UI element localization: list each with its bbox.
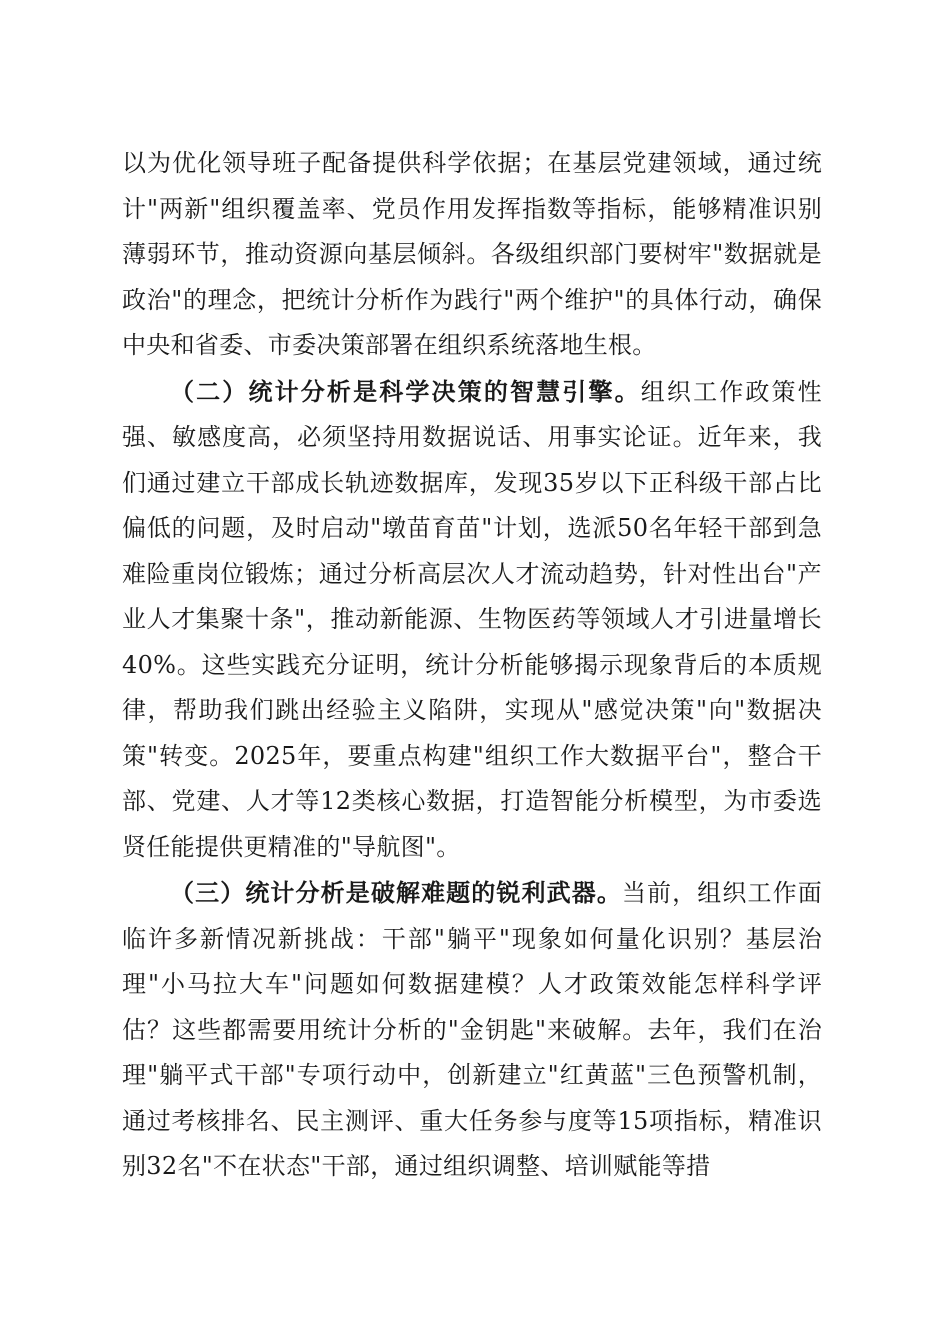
paragraph-2-heading: （二）统计分析是科学决策的智慧引擎。 <box>170 376 641 406</box>
paragraph-1-text: 以为优化领导班子配备提供科学依据；在基层党建领域，通过统计"两新"组织覆盖率、党员作用发挥指数等指标，能够精准识别薄弱环节，推动资源向基层倾斜。各级组织部门要树牢"数据就是政治"的理念，把统计分析作为践行"两个维护"的具体行动，确保中央和省委、市委决策部署在组织系统落地生根。 <box>122 149 822 359</box>
paragraph-2 <box>122 369 822 871</box>
document-body <box>122 140 822 1190</box>
paragraph-1 <box>122 140 822 369</box>
paragraph-3-heading: （三）统计分析是破解难题的锐利武器。 <box>170 878 622 907</box>
paragraph-3 <box>122 870 822 1190</box>
paragraph-3-text: 当前，组织工作面临许多新情况新挑战：干部"躺平"现象如何量化识别？基层治理"小马拉大车"问题如何数据建模？人才政策效能怎样科学评估？这些都需要用统计分析的"金钥匙"来破解。去年，我们在治理"躺平式干部"专项行动中，创新建立"红黄蓝"三色预警机制，通过考核排名、民主测评、重大任务参与度等15项指标，精准识别32名"不在状态"干部，通过组织调整、培训赋能等措 <box>122 879 822 1180</box>
paragraph-2-text: 组织工作政策性强、敏感度高，必须坚持用数据说话、用事实论证。近年来，我们通过建立干部成长轨迹数据库，发现35岁以下正科级干部占比偏低的问题，及时启动"墩苗育苗"计划，选派50名年轻干部到急难险重岗位锻炼；通过分析高层次人才流动趋势，针对性出台"产业人才集聚十条"，推动新能源、生物医药等领域人才引进量增长40%。这些实践充分证明，统计分析能够揭示现象背后的本质规律，帮助我们跳出经验主义陷阱，实现从"感觉决策"向"数据决策"转变。2025年，要重点构建"组织工作大数据平台"，整合干部、党建、人才等12类核心数据，打造智能分析模型，为市委选贤任能提供更精准的"导航图"。 <box>122 377 822 861</box>
